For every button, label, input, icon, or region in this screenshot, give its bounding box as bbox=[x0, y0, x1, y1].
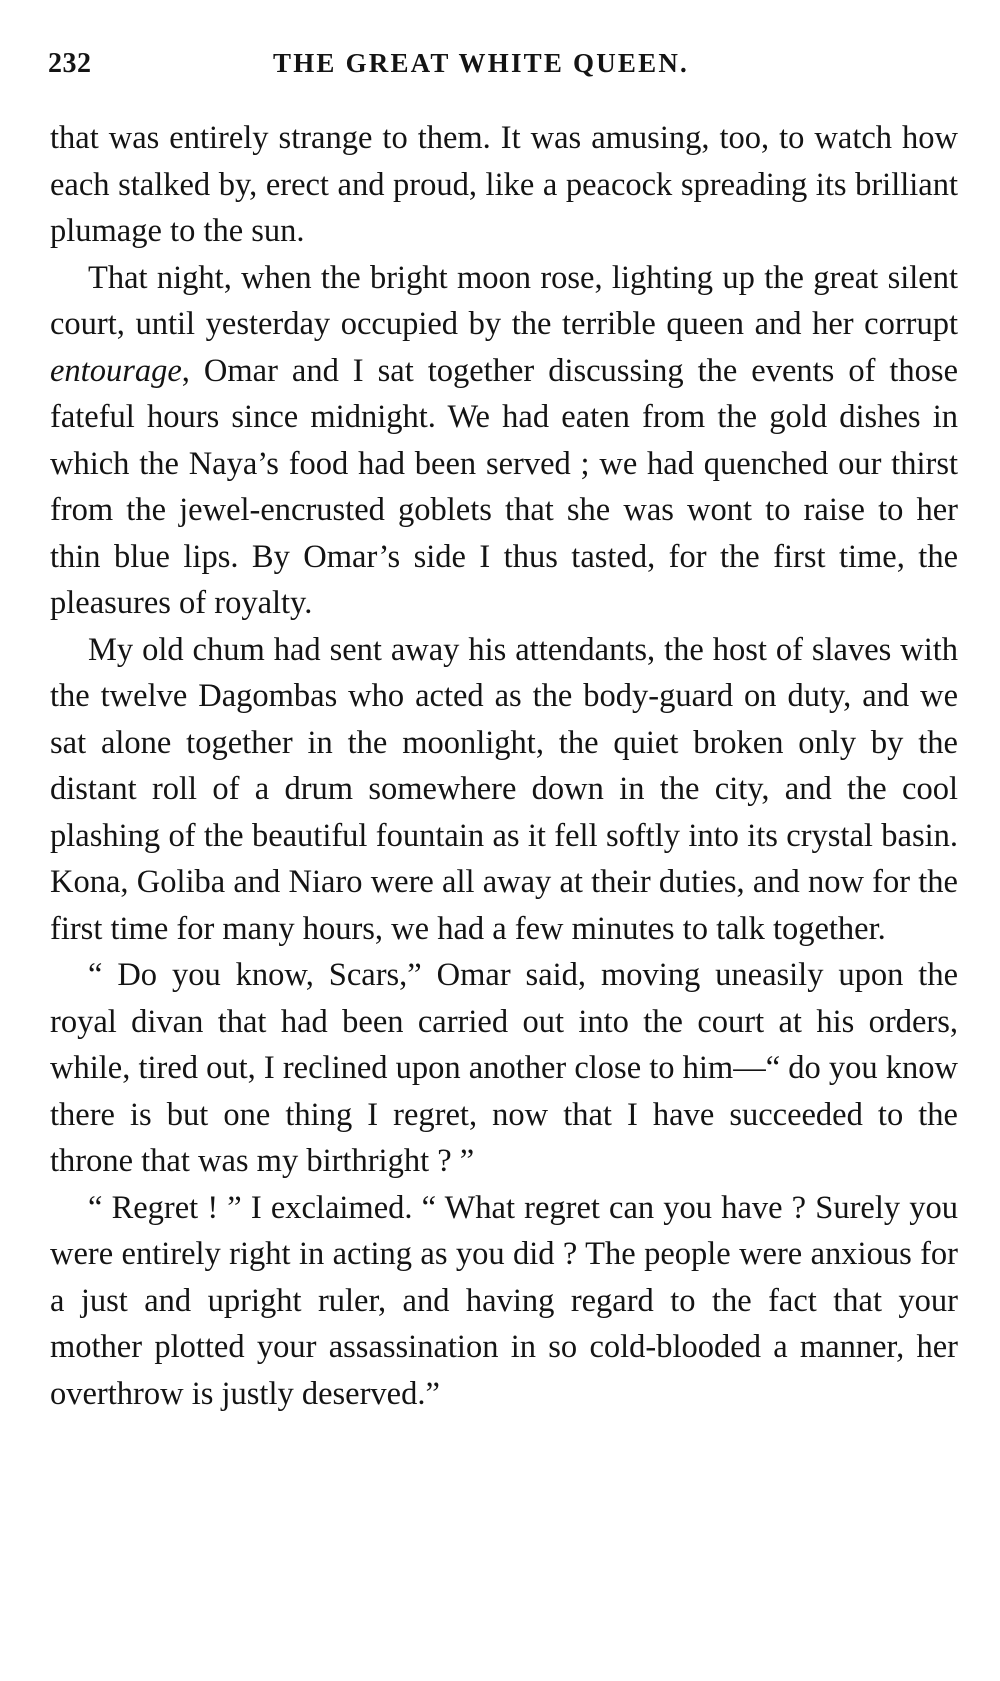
paragraph bbox=[50, 1185, 958, 1418]
text-run: “ Regret ! ” I exclaimed. “ What regret can you have ? Surely you were entirely right in acting as you did ? The people were anxious for a just and upright ruler, and having regard to the fact that your mother plotted your assassination in so cold-blooded a manner, her overthrow is justly deserved.” bbox=[50, 1189, 958, 1412]
paragraph bbox=[50, 627, 958, 953]
running-title: THE GREAT WHITE QUEEN. bbox=[273, 48, 689, 78]
italic-word: entourage bbox=[50, 352, 182, 389]
paragraph bbox=[50, 952, 958, 1185]
text-run: that was entirely strange to them. It was amusing, too, to watch how each stalked by, erect and proud, like a peacock spreading its brilliant plumage to the sun. bbox=[50, 120, 958, 249]
text-run: My old chum had sent away his attendants, the host of slaves with the twelve Dagombas who acted as the body-guard on duty, and we sat alone together in the moonlight, the quiet broken only by the distant roll of a drum somewhere down in the city, and the cool plashing of the beautiful fountain as it fell softly into its crystal basin. Kona, Goliba and Niaro were all away at their duties, and now for the first time for many hours, we had a few minutes to talk together. bbox=[50, 631, 958, 947]
text-run: “ Do you know, Scars,” Omar said, moving uneasily upon the royal divan that had been carried out into the court at his orders, while, tired out, I reclined upon another close to him—“ do you know there is but one thing I regret, now that I have succeeded to the throne that was my birthright ? ” bbox=[50, 957, 958, 1179]
text-run: , Omar and I sat together discussing the events of those fateful hours since midnight. We had eaten from the gold dishes in which the Naya’s food had been served ; we had quenched our thirst from the jewel-encrusted goblets that she was wont to raise to her thin blue lips. By Omar’s side I thus tasted, for the first time, the pleasures of royalty. bbox=[50, 352, 958, 621]
page-number: 232 bbox=[48, 48, 92, 79]
paragraph bbox=[50, 255, 958, 627]
paragraph bbox=[50, 115, 958, 255]
running-head bbox=[48, 48, 958, 88]
text-run: That night, when the bright moon rose, lighting up the great silent court, until yesterday occupied by the terrible queen and her corrupt bbox=[50, 259, 958, 342]
body-text bbox=[50, 115, 958, 1417]
